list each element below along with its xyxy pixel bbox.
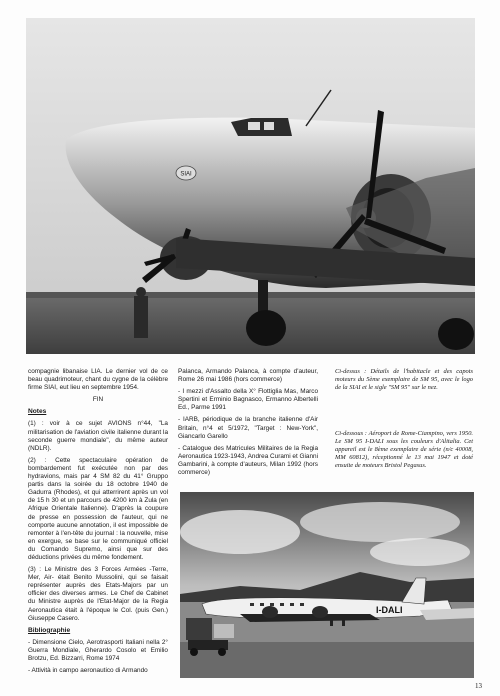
fin-label: FIN <box>92 396 104 404</box>
bibliography-heading: Bibliographie <box>28 626 71 634</box>
text-column-1 <box>28 368 168 679</box>
bibliography-item: - IARB, périodique de la branche italienne d'Air Britain, n°4 et 5/1972, "Target : New-York", Giancarlo Garello <box>178 416 318 440</box>
airport-photo <box>180 492 474 678</box>
caption-bottom-photo: Ci-dessous : Aéroport de Rome-Ciampino, vers 1950. Le SM 95 I-DALI sous les couleurs d'Alitalia. Cet appareil est le 8ème exemplaire de série (n/c 40008, MM 60812), réceptionné le 13 mai 1947 et doté ensuite de moteurs Bristol Pegasus. <box>335 430 473 470</box>
page-number: 13 <box>475 682 482 690</box>
caption-top-photo: Ci-dessus : Détails de l'habitacle et des capots moteurs du 5ème exemplaire de SM 95, avec le logo de la SIAI et le sigle "SM 95" sur le nez. <box>335 368 473 392</box>
registration-text: I-DALI <box>376 605 403 615</box>
text-column-2 <box>178 368 318 481</box>
notes-heading: Notes <box>28 408 47 416</box>
note-2: (2) : Cette spectaculaire opération de bombardement fut exécutée non par des hydravions, mais par 4 SM 82 du 41° Gruppo partis dans la soirée du 18 octobre 1940 de Gadurra (Rhodes), et qui atterrirent après un vol de 15 h 30 et un parcours de 4200 km à Zula (en Afrique Orientale Italienne). D'après la coupure de presse en possession de l'auteur, qui ne comporte aucune annotation, il est impossible de remonter à l'en-tête du journal : la nouvelle, mise en exergue, se base sur le communiqué officiel du Comando Supremo, ainsi que sur des déductions privées du même fondement. <box>28 456 168 561</box>
article-ending-paragraph: compagnie libanaise LIA. Le dernier vol de ce beau quadrimoteur, chant du cygne de la célèbre firme SIAI, eut lieu en septembre 1954. <box>28 368 168 392</box>
bibliography-item: - Dimensione Cielo, Aerotrasporti Italiani nella 2° Guerra Mondiale, Gherardo Cosolo et Emilio Brotzu, Ed. Bizzarri, Rome 1974 <box>28 638 168 662</box>
bibliography-item: Palanca, Armando Palanca, à compte d'auteur, Rome 26 mai 1986 (hors commerce) <box>178 368 318 384</box>
note-3: (3) : Le Ministre des 3 Forces Armées -Terre, Mer, Air- était Benito Mussolini, qui se faisait représenter auprès des Etats-Majors par un officier des diverses armes. Le Chef de Cabinet du Ministre auprès de l'Etat-Major de la Regia Aeronautica était à l'époque le Col. (puis Gen.) Giuseppe Casero. <box>28 566 168 622</box>
siai-badge-text: SIAI <box>180 171 192 178</box>
bibliography-item: - I mezzi d'Assalto della X° Flottiglia Mas, Marco Spertini et Erminio Bagnasco, Ermanno Albertelli Ed., Parme 1991 <box>178 388 318 412</box>
aircraft-nose-photo <box>26 18 475 354</box>
bibliography-item: - Catalogue des Matricules Militaires de la Regia Aeronautica 1923-1943, Andrea Curami et Gianni Gambarini, à compte d'auteurs, Milan 1992 (hors commerce) <box>178 444 318 477</box>
note-1: (1) : voir à ce sujet AVIONS n°44, "La militarisation de l'aviation civile italienne durant la seconde guerre mondiale", du même auteur (NDLR). <box>28 420 168 452</box>
bibliography-item: - Attività in campo aeronautico di Armando <box>28 667 148 675</box>
